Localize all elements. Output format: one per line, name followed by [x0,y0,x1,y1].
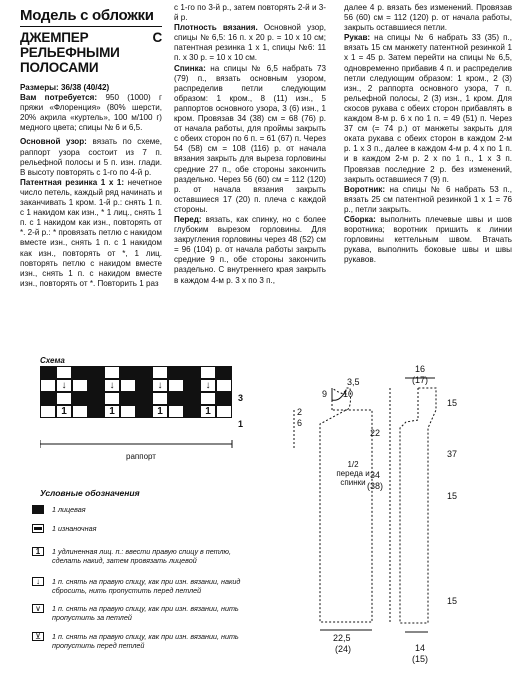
schematic-m-15b: (15) [412,654,429,664]
schematic-m-17: (17) [412,375,429,385]
chart-cell [120,405,136,418]
chart-cell [104,366,120,379]
chart-cell [168,392,184,405]
sleeve-paragraph: Рукав: на спицы № 6 набрать 33 (35) п., вязать 15 см манжету патентной резинкой 1 x 1 = 45 р. Затем перейти на спицы № 6,5, одновременно прибавив 4 п. и распределив петли следующим образом: 1 кром., 2 (3) изн., 2 раппорта основного узора, 7 п. рельефной полосы, 2 (3) изн., 1 кром. Для скосов рукава с обеих сторон прибавлять в каждом 8-м р. 6 x по 1 п. = 49 (51) п. Через 37 см (= 74 р.) от манжеты закрыть для оката рукава с обеих сторон в каждом 2-м р. 1 x 3 п., далее в каждом 4-м р. 4 x по 1 п. и в каждом 2-м р. 2 x по 1 п., 1 x 3 п. Провязав последние 2 р. без изменений, закрыть оставшиеся 7 (9) п. [344,33,513,184]
chart-cell: 1 [104,405,120,418]
chart-cell [120,366,136,379]
schematic-m-34: 34 [370,470,381,480]
chart-cell [216,379,232,392]
chart-cell [152,392,168,405]
chart-cell [168,379,184,392]
chart-cell [216,366,232,379]
schematic-m-16: 16 [415,364,426,374]
rib-paragraph: Патентная резинка 1 x 1: нечетное число петель, каждый ряд начинать и заканчивать 1 кром. 1-й р.: снять 1 п. с 1 накидом как изн., * 1 лиц., снять 1 п. с 1 накидом как изн., повторять от *. 2-й р.: * провязать петлю с накидом вместе изн., снять 1 п. с 1 накидом как изн., повторять от *, 1 лиц. повторять петлю с накидом вместе изн., снять 1 п. с накидом вместе изн., повторять от *. Повторить 1 раз [20,177,162,288]
column-right [344,3,512,265]
schematic-body-label: 1/2 переда и спинки [336,460,370,487]
chart-cell: 1 [200,405,216,418]
schematic-m-38: (38) [367,481,384,491]
chart-cell [72,379,88,392]
schematic-m-35: 3,5 [347,377,360,387]
article-title: ДЖЕМПЕР С РЕЛЬЕФНЫМИ ПОЛОСАМИ [20,30,162,75]
chart-cell [184,366,200,379]
chart-cell [200,366,216,379]
chart-cell [104,392,120,405]
column-left [20,0,162,289]
chart-cell [216,392,232,405]
collar-paragraph: Воротник: на спицы № 6 набрать 53 п., вязать 25 см патентной резинкой 1 x 1 = 76 р., петли закрыть. [344,184,513,214]
front-paragraph: Перед: вязать, как спинку, но с более глубоким вырезом горловины. Для закругления горловины через 48 (52) см = 96 (104) р. от начала работы закрыть средние 9 п., обе стороны закончить раздельно. С внутреннего края закрыть в каждом 4-м р. 3 x по 3 п., [174,214,327,285]
garment-schematic [280,360,525,680]
materials-paragraph: Вам потребуется: 950 (1000) г пряжи «Флоренция» (80% шерсти, 20% акрила «куртель», 100 м/100 г) медного цвета; спицы № 6 и 6,5. [20,93,162,133]
chart-cell [136,379,152,392]
sizes: Размеры: 36/38 (40/42) [20,83,110,92]
schematic-m-9: 9 [322,389,328,399]
schematic-m-15: 15 [447,491,458,501]
back-paragraph: Спинка: на спицы № 6,5 набрать 73 (79) п., вязать основным узором, распределив петли следующим образом: 1 кром., 8 (11) изн., 5 раппортов основного узора, 3 (6) изн., 1 кром. Провязав 34 (38) см = 68 (76) р. от начала работы, для проймы закрыть с обеих сторон по 6 п. = 61 (67) п. Через 54 (58) см = 108 (116) р. от начала вязания закрыть для выреза горловины средние 27 п., обе стороны закончить раздельно. Через 56 (60) см = 112 (120) р. от начала вязания закрыть оставшиеся 17 (20) п. плеча с каждой стороны. [174,63,326,214]
schematic-m-24: (24) [335,644,352,654]
chart-title: Схема [40,356,65,365]
schematic-m-15-bottom: 15 [447,596,458,606]
chart-cell [136,366,152,379]
pattern-paragraph: Основной узор: вязать по схеме, раппорт узора состоит из 7 п. рельефной полосы и 5 п. изн. глади. В высоту повторять с 1-го по 4-й р. [20,137,163,177]
schematic-m-225: 22,5 [333,633,351,643]
chart-cell [168,366,184,379]
intro-text: с 1-го по 3-й р., затем повторять 2-й и 3-й р. [174,3,326,23]
chart-cell: 1 [56,405,72,418]
column-middle [174,3,326,286]
row-label-1: 1 [238,419,244,429]
chart-cell [120,379,136,392]
chart-cell [136,405,152,418]
chart-cell [56,366,72,379]
chart-cell [72,392,88,405]
chart-cell [168,405,184,418]
magazine-line: Модель с обложки [20,0,162,27]
chart-cell: ↓ [104,379,120,392]
chart-cell [40,366,56,379]
row-label-3: 3 [238,393,244,403]
schematic-m-6: 6 [297,418,303,428]
chart-cell [40,405,56,418]
chart-cell [40,392,56,405]
chart-cell: ↓ [200,379,216,392]
intro-text: далее 4 р. вязать без изменений. Провязав 56 (60) см = 112 (120) р. от начала работы, закрыть оставшиеся петли. [344,3,512,33]
chart-cell: ↓ [56,379,72,392]
chart-cell [184,405,200,418]
chart-cell [72,405,88,418]
schematic-m-10: 10 [343,389,354,399]
legend-title: Условные обозначения [40,488,140,498]
chart-cell: 1 [152,405,168,418]
repeat-label: раппорт [126,452,156,461]
chart-cell [56,392,72,405]
chart-cell [40,379,56,392]
chart-cell [184,392,200,405]
chart-cell [88,392,104,405]
schematic-m-22: 22 [370,428,381,438]
chart-cell [216,405,232,418]
schematic-m-37: 37 [447,449,458,459]
chart-cell: ↓ [152,379,168,392]
chart-cell [200,392,216,405]
schematic-m-15-top: 15 [447,398,458,408]
chart-cell [88,366,104,379]
chart-cell [184,379,200,392]
density-paragraph: Плотность вязания. Основной узор, спицы № 6,5: 16 п. x 20 р. = 10 x 10 см; патентная резинка 1 x 1, спицы №6: 11 п. x 30 р. = 10 x 10 см. [174,23,326,63]
chart-cell [152,366,168,379]
chart-cell [72,366,88,379]
schematic-m-14: 14 [415,643,426,653]
chart-cell [88,379,104,392]
chart-cell [120,392,136,405]
chart-cell [88,405,104,418]
schematic-m-2: 2 [297,407,303,417]
assembly-paragraph: Сборка: выполнить плечевые швы и шов воротника; воротник пришить к линии горловины кеттельным швом. Втачать рукава, выполнить боковые швы и швы рукавов. [344,214,512,265]
chart-cell [136,392,152,405]
